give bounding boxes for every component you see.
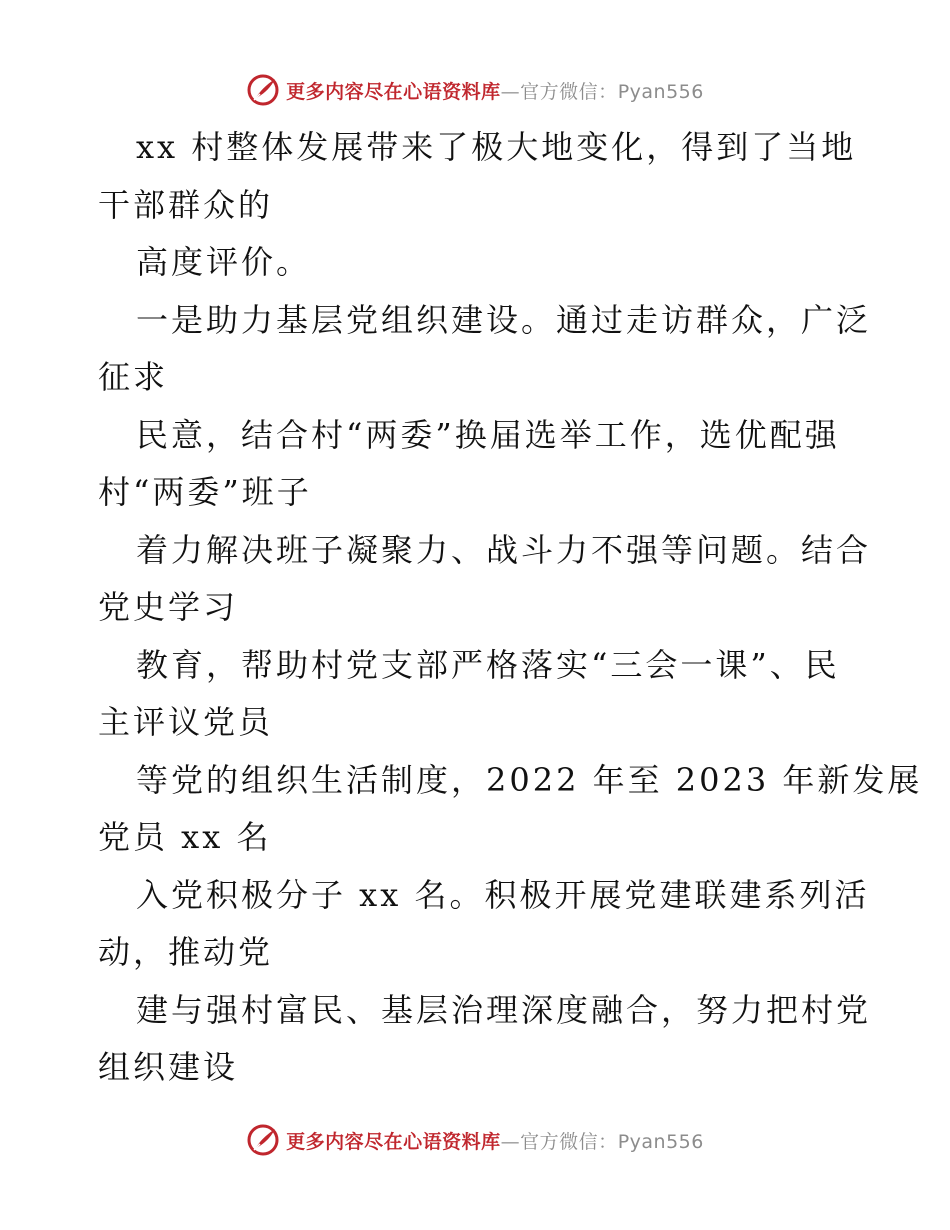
text-line: 党员 xx 名 (98, 818, 272, 856)
banner-wechat-id: Pyan556 (617, 80, 704, 103)
text-line: 干部群众的 (98, 185, 274, 224)
footer-banner (0, 1120, 950, 1160)
banner-wechat-label: 官方微信： (520, 80, 618, 103)
header-banner (0, 70, 950, 110)
text-line: 等党的组织生活制度，2022 年至 2023 年新发展 (136, 760, 923, 799)
banner-dash: — (500, 80, 521, 103)
text-line: 民意，结合村“两委”换届选举工作，选优配强 (136, 415, 840, 454)
banner-inner (246, 1123, 704, 1157)
banner-wechat-label: 官方微信： (520, 1130, 618, 1153)
feather-circle-logo-icon (246, 1123, 280, 1157)
text-line: 党史学习 (98, 588, 239, 626)
text-line: 入党积极分子 xx 名。积极开展党建联建系列活 (136, 875, 870, 914)
text-line: 动，推动党 (98, 933, 274, 971)
banner-dash: — (500, 1130, 521, 1153)
banner-wechat-id: Pyan556 (617, 1130, 704, 1153)
text-line: 村“两委”班子 (98, 473, 312, 511)
text-line: 着力解决班子凝聚力、战斗力不强等问题。结合 (136, 530, 872, 569)
text-line: 征求 (98, 358, 169, 396)
banner-inner (246, 73, 704, 107)
text-line: 一是助力基层党组织建设。通过走访群众，广泛 (136, 300, 872, 339)
banner-main-text: 更多内容尽在心语资料库 (286, 1130, 501, 1153)
text-line: 建与强村富民、基层治理深度融合，努力把村党 (136, 990, 872, 1029)
feather-circle-logo-icon (246, 73, 280, 107)
banner-main-text: 更多内容尽在心语资料库 (286, 80, 501, 103)
text-line: xx 村整体发展带来了极大地变化，得到了当地 (136, 128, 857, 166)
text-line: 教育，帮助村党支部严格落实“三会一课”、民 (136, 645, 840, 684)
text-line: 组织建设 (98, 1048, 239, 1086)
text-line: 主评议党员 (98, 703, 274, 741)
document-body (98, 119, 923, 1097)
banner-text (286, 77, 704, 104)
banner-text (286, 1127, 704, 1154)
text-line: 高度评价。 (136, 243, 312, 281)
